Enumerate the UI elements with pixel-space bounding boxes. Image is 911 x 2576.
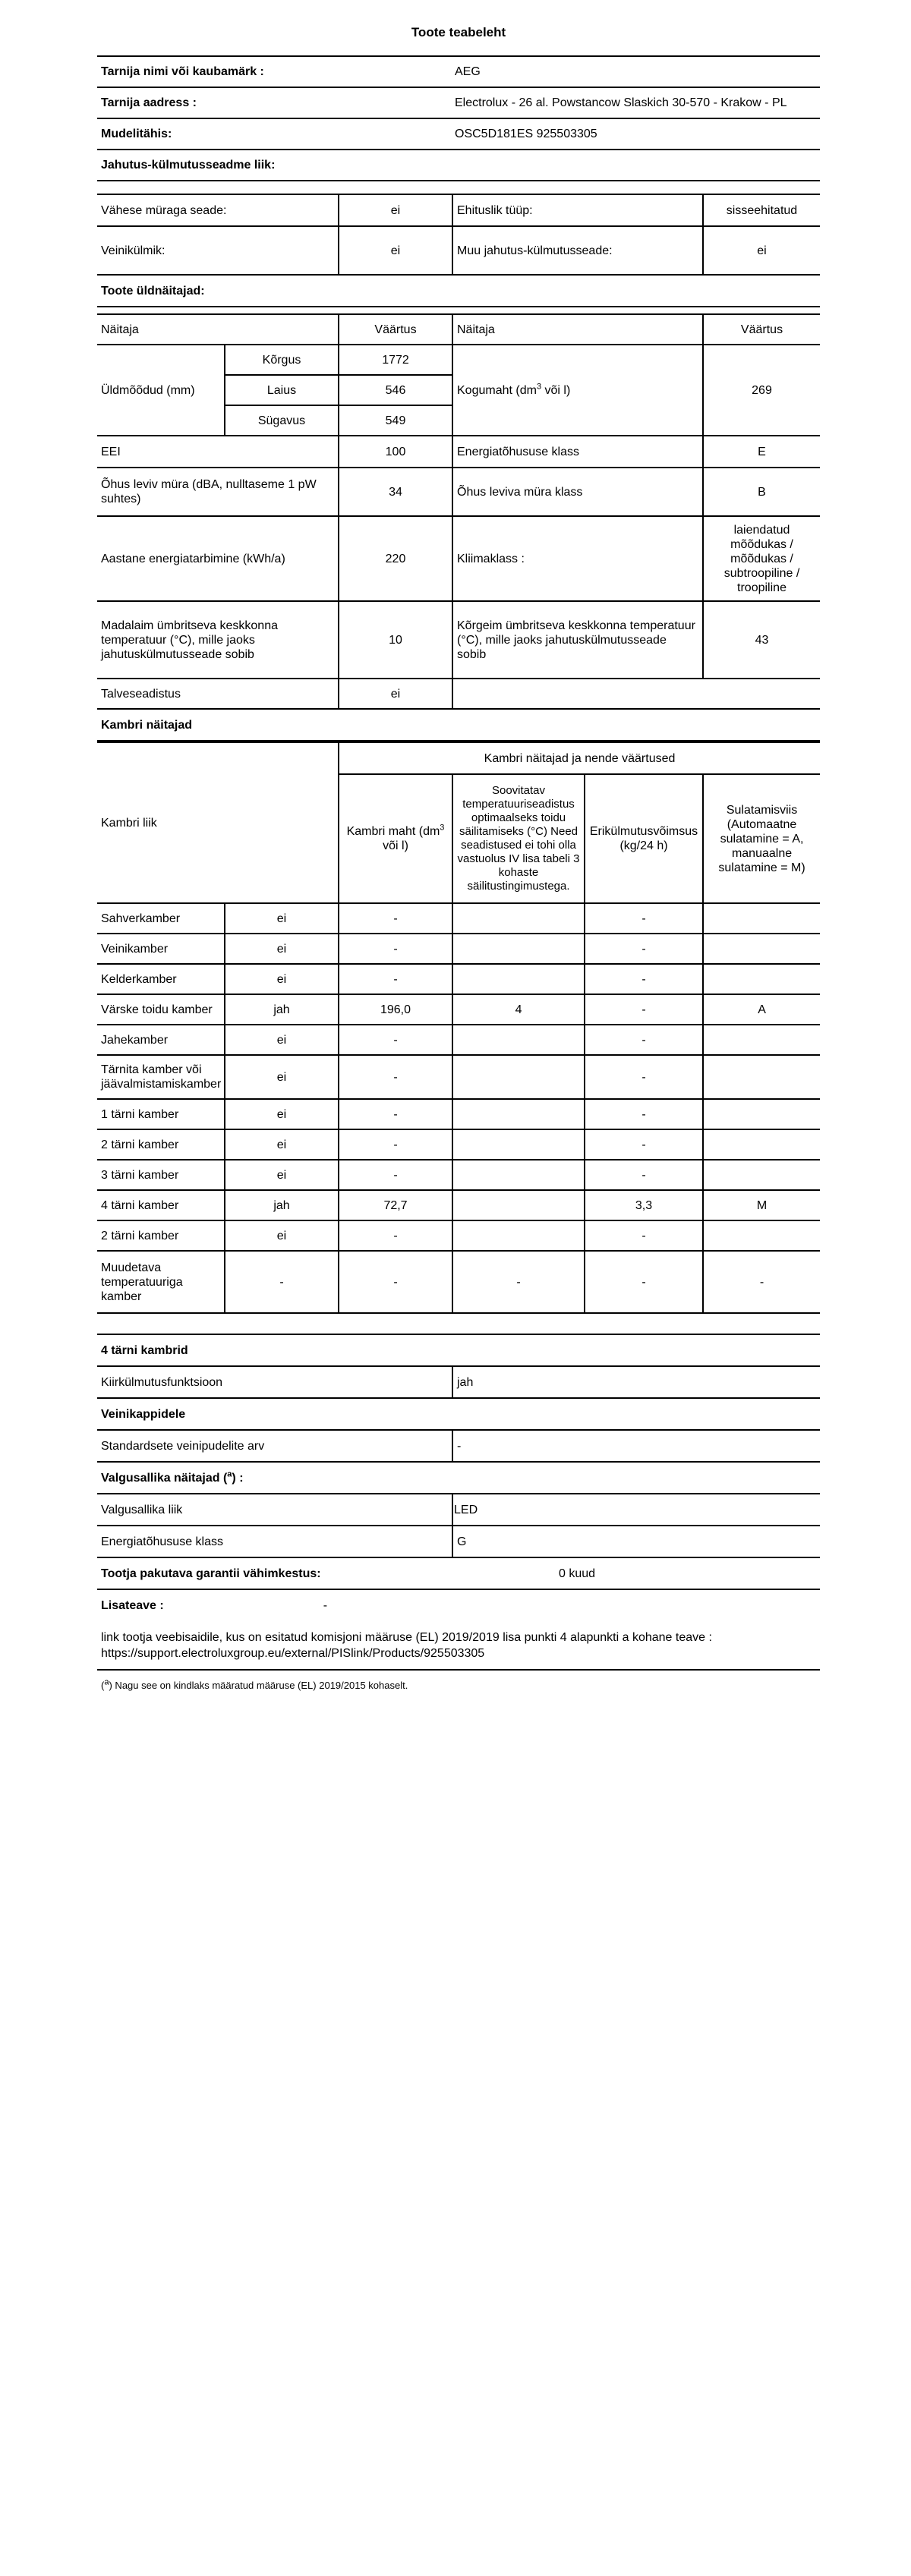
total-volume-label-pre: Kogumaht (dm: [457, 383, 537, 397]
annual-energy-value: 220: [339, 516, 452, 601]
fast-freeze-row: [97, 1366, 820, 1398]
compartment-volume: -: [339, 903, 452, 934]
light-type-value: LED: [452, 1494, 820, 1526]
width-value: 546: [339, 375, 452, 405]
low-noise-row: [97, 194, 820, 226]
compartment-defrost-type: A: [703, 994, 820, 1025]
general-header-row: [97, 314, 820, 345]
depth-value: 549: [339, 405, 452, 436]
compartment-row: [97, 1099, 820, 1129]
compartment-name: Kelderkamber: [97, 964, 225, 994]
value-column-header: Väärtus: [339, 314, 452, 345]
compartment-temperature: [452, 903, 585, 934]
compartment-volume-header-sup: 3: [440, 823, 445, 833]
compartment-present: ei: [225, 934, 339, 964]
product-information-sheet: [97, 0, 820, 1700]
warranty-row: [97, 1557, 820, 1589]
eei-value: 100: [339, 436, 452, 468]
supplier-name-value: AEG: [451, 56, 820, 87]
compartment-defrost-type: [703, 1220, 820, 1251]
compartments-heading-row: [97, 709, 820, 741]
compartment-present: ei: [225, 1099, 339, 1129]
max-ambient-temp-value: 43: [703, 601, 820, 679]
light-heading-row: [97, 1462, 820, 1494]
compartment-name: Muudetava temperatuuriga kamber: [97, 1251, 225, 1313]
compartments-heading: Kambri näitajad: [97, 709, 820, 741]
compartment-name: Sahverkamber: [97, 903, 225, 934]
compartment-freezing-capacity: -: [585, 1055, 703, 1099]
footnote-marker-sup: a: [104, 1677, 109, 1687]
model-label: Mudelitähis:: [97, 118, 451, 150]
annual-energy-label: Aastane energiatarbimine (kWh/a): [97, 516, 339, 601]
compartment-values-group-header: Kambri näitajad ja nende väärtused: [339, 742, 820, 774]
supplier-address-value: Electrolux - 26 al. Powstancow Slaskich 30-570 - Krakow - PL: [451, 87, 820, 118]
compartment-present: ei: [225, 964, 339, 994]
compartment-present: ei: [225, 1129, 339, 1160]
extra-info-value: -: [323, 1598, 328, 1612]
supplier-name-row: [97, 56, 820, 87]
appliance-type-table: [97, 194, 820, 307]
compartment-temperature: -: [452, 1251, 585, 1313]
appliance-type-heading-row: [97, 150, 820, 181]
fast-freeze-value: jah: [452, 1366, 820, 1398]
compartment-freezing-capacity: -: [585, 1099, 703, 1129]
compartment-freezing-capacity: -: [585, 1129, 703, 1160]
wine-cooler-row: [97, 226, 820, 275]
compartment-name: 1 tärni kamber: [97, 1099, 225, 1129]
depth-label: Sügavus: [225, 405, 339, 436]
climate-class-label: Kliimaklass :: [452, 516, 703, 601]
four-star-heading-row: [97, 1334, 820, 1366]
width-label: Laius: [225, 375, 339, 405]
compartments-group-header-row: [97, 742, 820, 774]
light-type-label: Valgusallika liik: [97, 1494, 452, 1526]
energy-class-value: E: [703, 436, 820, 468]
general-heading-row: [97, 275, 820, 307]
other-appliance-value: ei: [703, 226, 820, 275]
compartment-volume-header-pre: Kambri maht (dm: [346, 825, 440, 838]
compartment-temperature: [452, 934, 585, 964]
supplier-address-row: [97, 87, 820, 118]
min-ambient-temp-value: 10: [339, 601, 452, 679]
height-row: [97, 345, 820, 375]
compartment-defrost-type: [703, 1055, 820, 1099]
manufacturer-link-note: link tootja veebisaidile, kus on esitatud komisjoni määruse (EL) 2019/2019 lisa punkti 4 alapunkti a kohane teave : https://support.electroluxgroup.eu/external/PISlink/Products/925503305: [101, 1631, 712, 1660]
light-class-value: G: [452, 1526, 820, 1557]
model-value: OSC5D181ES 925503305: [451, 118, 820, 150]
compartment-freezing-capacity: -: [585, 1251, 703, 1313]
ambient-temperature-row: [97, 601, 820, 679]
compartment-volume: -: [339, 1160, 452, 1190]
general-heading: Toote üldnäitajad:: [97, 275, 820, 307]
parameter-column-header: Näitaja: [97, 314, 339, 345]
min-ambient-temp-label: Madalaim ümbritseva keskkonna temperatuur (°C), mille jaoks jahutuskülmutusseade sobib: [97, 601, 339, 679]
compartment-present: ei: [225, 1160, 339, 1190]
compartment-temperature: [452, 1220, 585, 1251]
supplier-name-label: Tarnija nimi või kaubamärk :: [97, 56, 451, 87]
height-label: Kõrgus: [225, 345, 339, 375]
winter-setting-empty: [452, 679, 820, 709]
light-class-label: Energiatõhususe klass: [97, 1526, 452, 1557]
compartment-temperature: [452, 964, 585, 994]
compartment-defrost-type: [703, 1025, 820, 1055]
compartment-row: [97, 1190, 820, 1220]
compartment-present: ei: [225, 1220, 339, 1251]
compartment-present: ei: [225, 1055, 339, 1099]
compartment-defrost-type: [703, 934, 820, 964]
defrost-type-header: Sulatamisviis (Automaatne sulatamine = A, manuaalne sulatamine = M): [703, 774, 820, 903]
footnote-marker-post: ): [109, 1680, 112, 1691]
compartment-row: [97, 903, 820, 934]
compartment-volume: -: [339, 1251, 452, 1313]
compartment-volume: -: [339, 1099, 452, 1129]
fast-freeze-label: Kiirkülmutusfunktsioon: [97, 1366, 452, 1398]
winter-setting-value: ei: [339, 679, 452, 709]
recommended-temperature-header: Soovitatav temperatuuriseadistus optimaalseks toidu säilitamiseks (°C) Need seadistused ei tohi olla vastuolus IV lisa tabeli 3 kohaste säilitustingimustega.: [452, 774, 585, 903]
model-row: [97, 118, 820, 150]
compartment-freezing-capacity: -: [585, 1025, 703, 1055]
wine-bottles-row: [97, 1430, 820, 1462]
compartment-defrost-type: [703, 1129, 820, 1160]
total-volume-value: 269: [703, 345, 820, 436]
compartment-temperature: [452, 1129, 585, 1160]
compartment-present: jah: [225, 1190, 339, 1220]
warranty-value: 0 kuud: [452, 1557, 820, 1589]
wine-heading-row: [97, 1398, 820, 1430]
compartment-defrost-type: [703, 1160, 820, 1190]
compartment-freezing-capacity: -: [585, 964, 703, 994]
wine-bottles-value: -: [452, 1430, 820, 1462]
compartment-volume: -: [339, 1055, 452, 1099]
compartment-temperature: [452, 1055, 585, 1099]
compartment-row: [97, 1025, 820, 1055]
compartment-present: -: [225, 1251, 339, 1313]
climate-class-value: laiendatud mõõdukas / mõõdukas / subtroopiline / troopiline: [703, 516, 820, 601]
noise-class-label: Õhus leviva müra klass: [452, 468, 703, 516]
compartment-volume-header-post: või l): [383, 839, 408, 852]
compartment-present: ei: [225, 903, 339, 934]
footnote-marker-pre: (: [101, 1680, 105, 1691]
compartment-volume: -: [339, 934, 452, 964]
compartment-present: ei: [225, 1025, 339, 1055]
max-ambient-temp-label: Kõrgeim ümbritseva keskkonna temperatuur (°C), mille jaoks jahutuskülmutusseade sobib: [452, 601, 703, 679]
total-volume-label-sup: 3: [536, 382, 542, 392]
eei-row: [97, 436, 820, 468]
annual-energy-row: [97, 516, 820, 601]
noise-row: [97, 468, 820, 516]
parameter-column-header-2: Näitaja: [452, 314, 703, 345]
compartment-defrost-type: M: [703, 1190, 820, 1220]
compartment-defrost-type: [703, 903, 820, 934]
total-volume-label-post: või l): [541, 383, 571, 397]
noise-value: 34: [339, 468, 452, 516]
light-heading-pre: Valgusallika näitajad (: [101, 1471, 228, 1485]
energy-class-label: Energiatõhususe klass: [452, 436, 703, 468]
additional-features-table: [97, 1334, 820, 1620]
height-value: 1772: [339, 345, 452, 375]
compartment-temperature: [452, 1099, 585, 1129]
winter-setting-label: Talveseadistus: [97, 679, 339, 709]
freezing-capacity-header: Erikülmutusvõimsus (kg/24 h): [585, 774, 703, 903]
total-volume-label: [452, 345, 703, 436]
compartment-freezing-capacity: -: [585, 934, 703, 964]
extra-info-label: Lisateave :: [101, 1598, 164, 1612]
compartment-row: [97, 934, 820, 964]
compartment-row: [97, 1220, 820, 1251]
document-title: Toote teabeleht: [411, 25, 506, 39]
wine-cooler-value: ei: [339, 226, 452, 275]
winter-setting-row: [97, 679, 820, 709]
compartment-name: 4 tärni kamber: [97, 1190, 225, 1220]
compartment-row: [97, 1055, 820, 1099]
compartment-volume: -: [339, 964, 452, 994]
eei-label: EEI: [97, 436, 339, 468]
compartment-freezing-capacity: -: [585, 903, 703, 934]
light-class-row: [97, 1526, 820, 1557]
compartment-name: 2 tärni kamber: [97, 1220, 225, 1251]
appliance-type-heading: Jahutus-külmutusseadme liik:: [97, 150, 820, 181]
low-noise-value: ei: [339, 194, 452, 226]
construction-type-label: Ehituslik tüüp:: [452, 194, 703, 226]
compartment-name: 3 tärni kamber: [97, 1160, 225, 1190]
light-heading-post: ) :: [232, 1471, 244, 1485]
compartment-temperature: [452, 1160, 585, 1190]
wine-cooler-label: Veinikülmik:: [97, 226, 339, 275]
compartment-freezing-capacity: 3,3: [585, 1190, 703, 1220]
light-type-row: [97, 1494, 820, 1526]
warranty-label: Tootja pakutava garantii vähimkestus:: [97, 1557, 452, 1589]
compartment-volume: 72,7: [339, 1190, 452, 1220]
value-column-header-2: Väärtus: [703, 314, 820, 345]
supplier-table: [97, 55, 820, 181]
compartment-rows: [97, 903, 820, 1313]
compartment-defrost-type: [703, 1099, 820, 1129]
compartment-row: [97, 964, 820, 994]
extra-info-cell: [97, 1589, 820, 1620]
compartment-defrost-type: [703, 964, 820, 994]
extra-info-row: [97, 1589, 820, 1620]
compartment-name: Värske toidu kamber: [97, 994, 225, 1025]
compartment-freezing-capacity: -: [585, 1220, 703, 1251]
compartment-freezing-capacity: -: [585, 1160, 703, 1190]
compartment-name: 2 tärni kamber: [97, 1129, 225, 1160]
compartments-table: [97, 742, 820, 1314]
construction-type-value: sisseehitatud: [703, 194, 820, 226]
compartment-row: [97, 1251, 820, 1313]
compartment-volume: -: [339, 1025, 452, 1055]
wine-heading: Veinikappidele: [97, 1398, 820, 1430]
overall-dimensions-label: Üldmõõdud (mm): [97, 345, 225, 436]
compartment-present: jah: [225, 994, 339, 1025]
compartment-temperature: [452, 1025, 585, 1055]
light-heading: [97, 1462, 820, 1494]
compartment-volume: -: [339, 1129, 452, 1160]
compartment-volume-header: [339, 774, 452, 903]
other-appliance-label: Muu jahutus-külmutusseade:: [452, 226, 703, 275]
compartment-temperature: 4: [452, 994, 585, 1025]
wine-bottles-label: Standardsete veinipudelite arv: [97, 1430, 452, 1462]
compartment-name: Veinikamber: [97, 934, 225, 964]
four-star-heading: 4 tärni kambrid: [97, 1334, 820, 1366]
supplier-address-label: Tarnija aadress :: [97, 87, 451, 118]
compartment-volume: -: [339, 1220, 452, 1251]
compartment-freezing-capacity: -: [585, 994, 703, 1025]
compartment-temperature: [452, 1190, 585, 1220]
general-parameters-table: [97, 313, 820, 742]
low-noise-label: Vähese müraga seade:: [97, 194, 339, 226]
noise-class-value: B: [703, 468, 820, 516]
compartment-name: Jahekamber: [97, 1025, 225, 1055]
compartment-type-header: Kambri liik: [97, 742, 339, 903]
compartment-row: [97, 1129, 820, 1160]
light-heading-sup: a: [227, 1469, 232, 1479]
compartment-row: [97, 1160, 820, 1190]
footnote-text: Nagu see on kindlaks määratud määruse (EL) 2019/2015 kohaselt.: [112, 1680, 408, 1691]
compartment-name: Tärnita kamber või jäävalmistamiskamber: [97, 1055, 225, 1099]
noise-label: Õhus leviv müra (dBA, nulltaseme 1 pW suhtes): [97, 468, 339, 516]
compartment-row: [97, 994, 820, 1025]
compartment-defrost-type: -: [703, 1251, 820, 1313]
compartment-volume: 196,0: [339, 994, 452, 1025]
footnote: [97, 1671, 820, 1700]
